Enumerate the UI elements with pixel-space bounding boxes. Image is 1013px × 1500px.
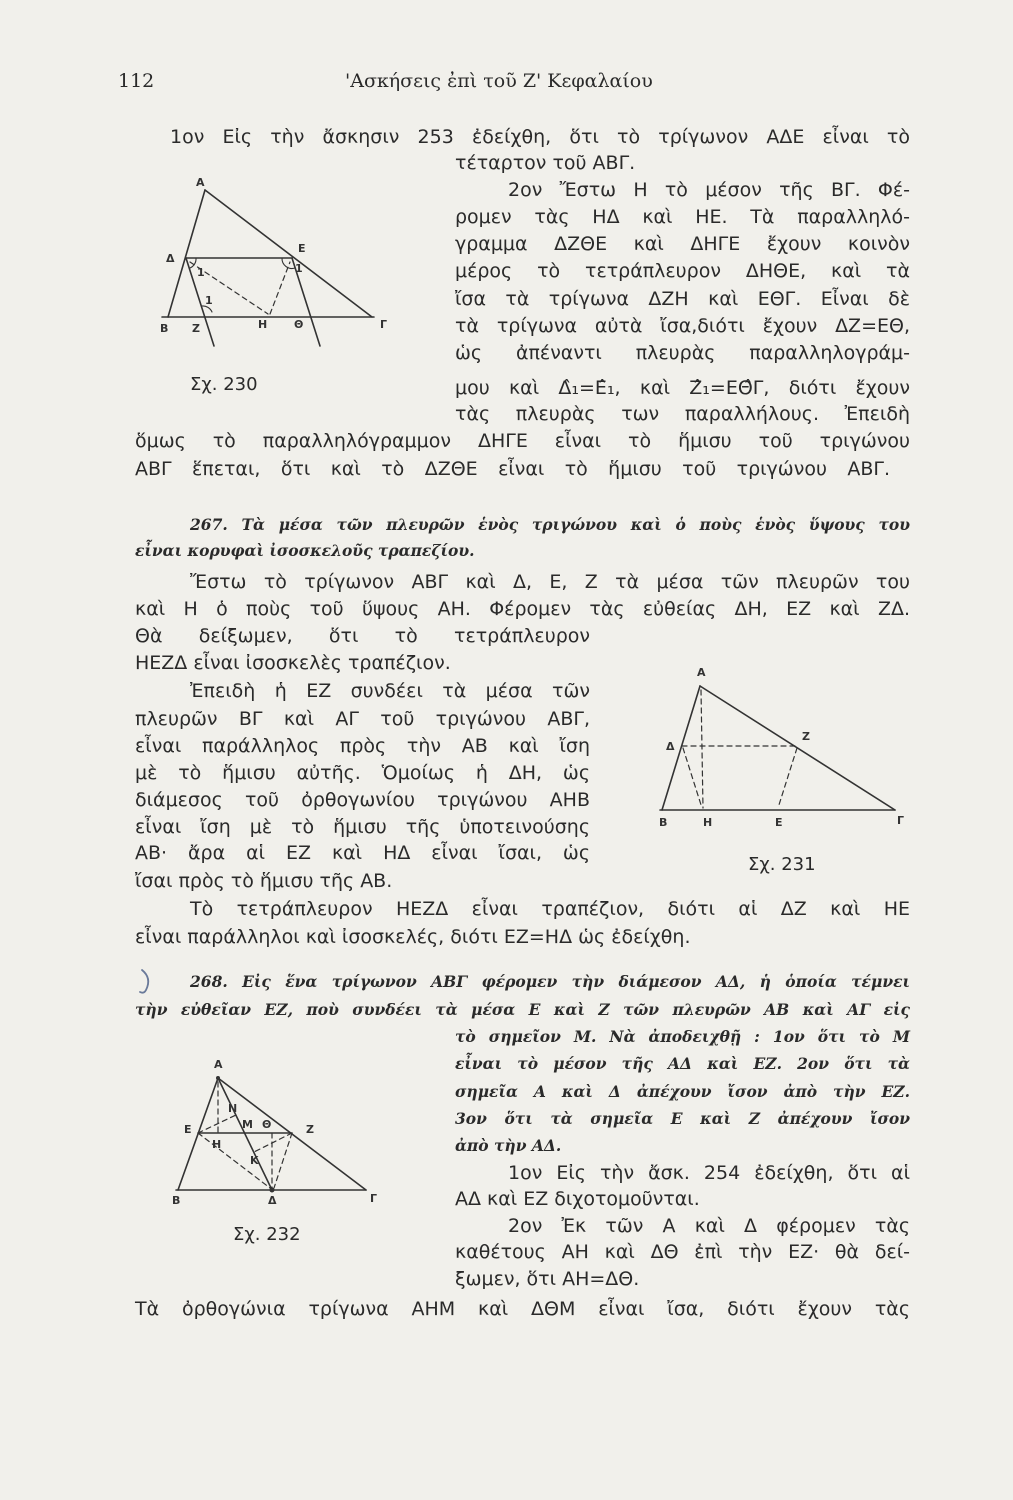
label-a: Α <box>697 666 706 679</box>
label-a: Α <box>196 176 205 189</box>
point-a <box>216 1076 220 1080</box>
text-line: 2ον Ἐκ τῶν Α καὶ Δ φέρομεν τὰς <box>508 1215 910 1237</box>
text-line: 2ον Ἔστω Η τὸ μέσον τῆς ΒΓ. Φέ- <box>508 179 910 201</box>
text-line: πλευρῶν ΒΓ καὶ ΑΓ τοῦ τριγώνου ΑΒΓ, <box>135 708 590 730</box>
text-line: τὰς πλευρὰς των παραλλήλους. Ἐπειδὴ <box>455 403 910 425</box>
page-number: 112 <box>118 70 155 92</box>
side-ag <box>205 190 372 317</box>
figure-231 <box>659 666 904 829</box>
label-h: Η <box>703 816 713 829</box>
label-b: Β <box>172 1194 181 1207</box>
figure-230 <box>160 176 387 346</box>
label-th: Θ <box>294 318 304 331</box>
text-line: τὰ τρίγωνα αὐτὰ ἴσα,διότι ἔχουν ΔΖ=ΕΘ, <box>455 315 910 337</box>
text-line: ἴσαι πρὸς τὸ ἥμισυ τῆς ΑΒ. <box>135 870 393 892</box>
figure-caption-230: Σχ. 230 <box>190 374 258 395</box>
label-b: Β <box>160 322 169 335</box>
text-line: ρομεν τὰς ΗΔ καὶ ΗΕ. Τὰ παραλληλό- <box>455 206 910 228</box>
perpendicular-zk-dashed <box>254 1133 292 1152</box>
text-line: διάμεσος τοῦ ὀρθογωνίου τριγώνου ΑΗΒ <box>135 789 590 811</box>
text-line: ὅμως τὸ παραλληλόγραμμον ΔΗΓΕ εἶναι τὸ ἥμισυ τοῦ τριγώνου <box>135 430 910 452</box>
label-d: Δ <box>166 252 175 265</box>
segment-ze-dashed <box>778 748 797 808</box>
text-line: ΑΒΓ ἕπεται, ὅτι καὶ τὸ ΔΖΘΕ εἶναι τὸ ἥμισυ τοῦ τριγώνου ΑΒΓ. <box>135 458 890 480</box>
problem-statement-line: τὸ σημεῖον Μ. Νὰ ἀποδειχθῇ : 1ον ὅτι τὸ Μ <box>455 1027 910 1046</box>
problem-statement-line: ἀπὸ τὴν ΑΔ. <box>455 1136 562 1155</box>
text-line: Τὸ τετράπλευρον ΗΕΖΔ εἶναι τραπέζιον, διότι αἱ ΔΖ καὶ ΗΕ <box>190 898 910 920</box>
label-b: Β <box>659 816 668 829</box>
label-z: Ζ <box>192 322 200 335</box>
text-line: καὶ Η ὁ ποὺς τοῦ ὕψους ΑΗ. Φέρομεν τὰς εὐθείας ΔΗ, ΕΖ καὶ ΖΔ. <box>135 598 910 620</box>
label-th: Θ <box>262 1118 272 1131</box>
text-line: εἶναι παράλληλοι καὶ ἰσοσκελές, διότι ΕΖ=ΗΔ ὡς ἐδείχθη. <box>135 926 691 948</box>
problem-statement-line: 267. Τὰ μέσα τῶν πλευρῶν ἑνὸς τριγώνου καὶ ὁ ποὺς ἑνὸς ὕψους του <box>190 515 910 534</box>
label-d: Δ <box>268 1194 277 1207</box>
label-e: Ε <box>775 816 783 829</box>
label-d: Δ <box>666 740 675 753</box>
figure-caption-232: Σχ. 232 <box>233 1224 301 1245</box>
text-line: ΑΒ· ἄρα αἱ ΕΖ καὶ ΗΔ εἶναι ἴσαι, ὡς <box>135 842 590 864</box>
problem-statement-line: εἶναι τὸ μέσον τῆς ΑΔ καὶ ΕΖ. 2ον ὅτι τὰ <box>455 1054 910 1073</box>
altitude-ah-dashed <box>701 690 703 808</box>
text-line: Ἔστω τὸ τρίγωνον ΑΒΓ καὶ Δ, Ε, Ζ τὰ μέσα τῶν πλευρῶν του <box>190 571 910 593</box>
label-h: Η <box>212 1138 222 1151</box>
text-line: μου καὶ Δ̂₁=Ε̂₁, καὶ Ζ̂₁=ΕΘ̂Γ, διότι ἔχουν <box>455 377 910 399</box>
problem-statement-line: 3ον ὅτι τὰ σημεῖα Ε καὶ Ζ ἀπέχουν ἴσον <box>455 1109 910 1128</box>
text-line: ξωμεν, ὅτι ΑΗ=ΔΘ. <box>455 1268 640 1290</box>
label-g: Γ <box>370 1192 378 1205</box>
figure-caption-231: Σχ. 231 <box>748 854 816 875</box>
text-line: τέταρτον τοῦ ΑΒΓ. <box>455 152 636 174</box>
text-line: μέρος τὸ τετράπλευρον ΔΗΘΕ, καὶ τὰ <box>455 260 910 282</box>
text-line: Τὰ ὀρθογώνια τρίγωνα ΑΗΜ καὶ ΔΘΜ εἶναι ἴσα, διότι ἔχουν τὰς <box>135 1298 910 1320</box>
segment-he-dashed <box>270 262 290 314</box>
label-a: Α <box>214 1058 223 1071</box>
text-line: γραμμα ΔΖΘΕ καὶ ΔΗΓΕ ἔχουν κοινὸν <box>455 233 910 255</box>
label-k: Κ <box>250 1154 259 1167</box>
label-z: Ζ <box>306 1123 314 1136</box>
segment-ed-dashed <box>198 1133 270 1188</box>
text-line: καθέτους ΑΗ καὶ ΔΘ ἐπὶ τὴν ΕΖ· θὰ δεί- <box>455 1241 910 1263</box>
text-line: μὲ τὸ ἥμισυ αὐτῆς. Ὁμοίως ἡ ΔΗ, ὡς <box>135 762 590 784</box>
text-line: ΗΕΖΔ εἶναι ἰσοσκελὲς τραπέζιον. <box>135 652 451 674</box>
text-line: 1ον Εἰς τὴν ἄσκ. 254 ἐδείχθη, ὅτι αἱ <box>508 1162 910 1184</box>
running-title: 'Ασκήσεις ἐπὶ τοῦ Ζ' Κεφαλαίου <box>345 70 653 92</box>
segment-zd-dashed <box>274 1133 292 1188</box>
label-g: Γ <box>380 318 388 331</box>
label-e: Ε <box>184 1123 192 1136</box>
text-line: εἶναι ἴση μὲ τὸ ἥμισυ τῆς ὑποτεινούσης <box>135 816 590 838</box>
text-line: ὡς ἀπέναντι πλευρὰς παραλληλογράμ- <box>455 342 910 364</box>
point-d <box>270 1188 275 1193</box>
median-ad <box>218 1078 272 1190</box>
pencil-tick-mark <box>140 970 148 993</box>
label-d1: 1 <box>197 266 205 279</box>
label-e: Ε <box>298 242 306 255</box>
label-z1: 1 <box>205 294 213 307</box>
problem-statement-line: σημεῖα Α καὶ Δ ἀπέχουν ἴσον ἀπὸ τὴν ΕΖ. <box>455 1082 910 1101</box>
text-line: ἴσα τὰ τρίγωνα ΔΖΗ καὶ ΕΘΓ. Εἶναι δὲ <box>455 288 910 310</box>
problem-statement-line: εἶναι κορυφαὶ ἰσοσκελοῦς τραπεζίου. <box>135 541 475 560</box>
text-line: Θὰ δείξωμεν, ὅτι τὸ τετράπλευρον <box>135 625 590 647</box>
segment-dh-dashed <box>683 748 702 808</box>
problem-statement-line: 268. Εἰς ἕνα τρίγωνον ΑΒΓ φέρομεν τὴν διάμεσον ΑΔ, ἡ ὁποία τέμνει <box>190 972 910 991</box>
text-line: 1ον Εἰς τὴν ἄσκησιν 253 ἐδείχθη, ὅτι τὸ τρίγωνον ΑΔΕ εἶναι τὸ <box>170 126 910 148</box>
text-line: ΑΔ καὶ ΕΖ διχοτομοῦνται. <box>455 1188 700 1210</box>
problem-statement-line: τὴν εὐθεῖαν ΕΖ, ποὺ συνδέει τὰ μέσα Ε καὶ Ζ τῶν πλευρῶν ΑΒ καὶ ΑΓ εἰς <box>135 1000 910 1019</box>
text-line: εἶναι παράλληλος πρὸς τὴν ΑΒ καὶ ἴση <box>135 735 590 757</box>
label-e1: 1 <box>295 262 303 275</box>
label-g: Γ <box>897 814 905 827</box>
label-z: Ζ <box>802 730 810 743</box>
figure-232 <box>172 1058 377 1207</box>
label-h: Η <box>258 318 268 331</box>
text-line: Ἐπειδὴ ἡ ΕΖ συνδέει τὰ μέσα τῶν <box>190 680 590 702</box>
label-m: Μ <box>242 1118 253 1131</box>
label-n: Ν <box>228 1102 238 1115</box>
